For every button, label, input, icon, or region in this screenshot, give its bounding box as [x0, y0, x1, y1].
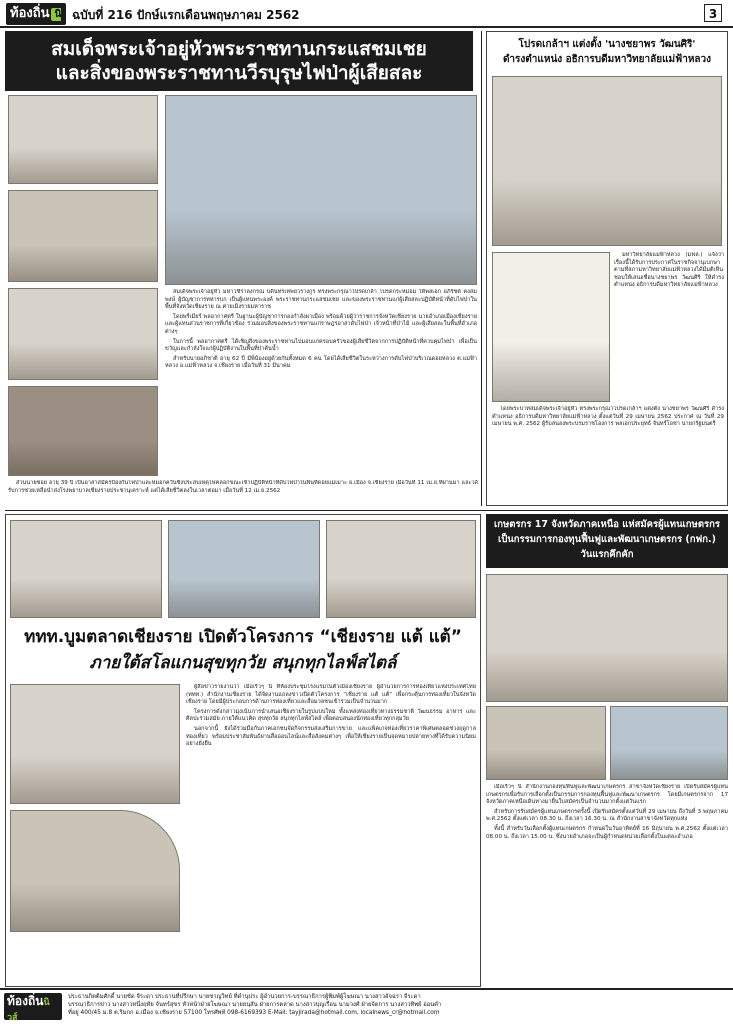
mid-headline-line-2: ภายใต้สโลแกนสุขทุกวัย สนุกทุกไลฟ์สไตล์ [89, 653, 397, 673]
mid-story-para-3: นอกจากนี้ ยังได้ร่วมมือกับภาคเอกชนจัดกิจกรรมส่งเสริมการขาย และแพ็คเกจท่องเที่ยวราคาพิเศษตลอดช่วงฤดูกาลท่องเที่ยว พร้อมประชาสัมพันธ์ผ่านสื่อออนไลน์และสื่อสังคมต่างๆ เพื่อให้เชียงรายเป็นจุดหมายปลายทางที่ได้รับความนิยมอย่างยั่งยืน [186, 725, 476, 748]
right-top-intro [614, 252, 724, 402]
issue-line: ฉบับที่ 216 ปักษ์แรกเดือนพฤษภาคม 2562 [72, 8, 300, 22]
right-top-headline-line-2: ดำรงตำแหน่ง อธิการบดีมหาวิทยาลัยแม่ฟ้าหลวง [502, 54, 712, 65]
top-story-para-5: ส่วนนายซอย อายุ 39 ปี เป็นอาสาสมัครป้องกันไฟป่าและหมอกควันซึ่งประสบเหตุไฟคลอกขณะเข้าปฏิบัติหน้าที่ดับไฟป่าในพื้นที่ดอยแม่เมาะ อ.เมือง จ.เชียงราย เมื่อวันที่ 11 เม.ย.ที่ผ่านมา และได้รับการช่วยเหลือนำส่งโรงพยาบาลเชียงรายประชานุเคราะห์ แต่ได้เสียชีวิตลงในเวลาต่อมา เมื่อวันที่ 12 เม.ย.2562 [8, 480, 478, 494]
top-story-para-2: โดยพรีเมียร์ พลอากาศตรี ในฐานะผู้บัญชาการกองกำลังผาเมือง พร้อมด้วยผู้ว่าราชการจังหวัดเชียงราย นายอำเภอเมืองเชียงราย และผู้แทนส่วนราชการที่เกี่ยวข้อง ร่วมมอบสิ่งของพระราชทานแก่ราษฎรอาสาดับไฟป่า เจ้าหน้าที่ป่าไม้ และผู้เสียสละในพื้นที่อำเภอต่างๆ [165, 313, 477, 335]
photo-hilltribe-group [8, 288, 158, 380]
right-bottom-headline-line-1: เกษตรกร 17 จังหวัดภาคเหนือ แห่สมัครผู้แทนเกษตรกร [494, 519, 720, 530]
mid-headline-line-1: ททท.บูมตลาดเชียงราย เปิดตัวโครงการ “เชียงราย แต้ แต้” [24, 627, 462, 647]
photo-farmer-registration-2 [610, 706, 728, 780]
footer-line-2: บรรณาธิการข่าว นางสาวหนึ่งฤทัย จันทร์สุขร หัวหน้าฝ่ายโฆษณา นายยนุสัน ฝ่ายการตลาด นางสาวบุญเรือน นามวงศ์ ฝ่ายจัดการ นางสาวทิพย์ อ่อนคำ [68, 1001, 442, 1008]
page-number: 3 [704, 4, 722, 22]
mid-story-headline [10, 624, 476, 680]
footer-logo [4, 993, 62, 1032]
column-divider [481, 31, 482, 506]
right-bottom-headline [486, 514, 728, 568]
right-top-headline [490, 37, 724, 71]
logo-main-text: ท้องถิ่น [10, 6, 50, 21]
right-top-intro-text: มหาวิทยาลัยแม่ฟ้าหลวง (มฟล.) แจ้งว่า เรื่องนี้ได้รับการประกาศในราชกิจจานุเบกษา ตามที่สภามหาวิทยาลัยแม่ฟ้าหลวงได้มีมติเห็นชอบให้เสนอชื่อนางชยาพร วัฒนศิริ ให้ดำรงตำแหน่ง อธิการบดีมหาวิทยาลัยแม่ฟ้าหลวง [614, 252, 724, 289]
photo-farmer-officials-group [486, 574, 728, 702]
top-story-closing [8, 480, 478, 504]
footer-logo-tag: Local News [7, 1025, 41, 1032]
section-divider [5, 510, 728, 511]
photo-university-president [492, 76, 722, 246]
right-bottom-headline-line-3: วันแรกคึกคัก [580, 549, 634, 560]
mid-story-para-2: โครงการดังกล่าวมุ่งเน้นการนำเสนอเชียงรายในรูปแบบใหม่ ทั้งแหล่งท่องเที่ยวทางธรรมชาติ วัฒนธรรม อาหาร และศิลปะร่วมสมัย ภายใต้แนวคิด สุขทุกวัย สนุกทุกไลฟ์สไตล์ เพื่อตอบสนองนักท่องเที่ยวทุกกลุ่มวัย [186, 708, 476, 723]
right-top-body-text: โดยพระบาทสมเด็จพระเจ้าอยู่หัว ทรงพระกรุณาโปรดเกล้าฯ แต่งตั้ง นางชยาพร วัฒนศิริ ดำรงตำแหน่ง อธิการบดีมหาวิทยาลัยแม่ฟ้าหลวง ตั้งแต่วันที่ 29 เมษายน 2562 ประกาศ ณ วันที่ 29 เมษายน พ.ศ. 2562 ผู้รับสนองพระบรมราชโองการ พลเอกประยุทธ์ จันทร์โอชา นายกรัฐมนตรี [492, 406, 724, 428]
top-headline-line-1: สมเด็จพระเจ้าอยู่หัวพระราชทานกระแสชมเชย [51, 38, 427, 60]
newspaper-logo [6, 3, 66, 25]
top-story-headline [5, 31, 473, 91]
top-headline-line-2: และสิ่งของพระราชทานวีรบุรุษไฟป่าผู้เสียสละ [55, 62, 423, 84]
photo-tat-elderly-activity [10, 810, 180, 932]
mid-story-para-1: ผู้สื่อข่าวรายงานว่า เมื่อเร็วๆ นี้ ที่ห้องประชุมโรงแรมในตัวเมืองเชียงราย ผู้อำนวยการการท่องเที่ยวแห่งประเทศไทย (ททท.) สำนักงานเชียงราย ได้จัดงานแถลงข่าวเปิดตัวโครงการ “เชียงราย แต้ แต้” เพื่อกระตุ้นการท่องเที่ยวในจังหวัดเชียงราย โดยมีผู้ประกอบการด้านการท่องเที่ยวและสื่อมวลชนเข้าร่วมเป็นจำนวนมาก [186, 684, 476, 706]
photo-tat-launch-3 [326, 520, 476, 618]
footer-line-3: ที่อยู่ 400/45 ม.8 ต.ริมกก อ.เมือง จ.เชียงราย 57100 โทรศัพท์ 098-6169393 E-Mail: tayjirada@hotmail.com, localnews_cr@hotmail.com [68, 1009, 440, 1016]
right-bottom-body [486, 784, 728, 984]
mid-story-body [186, 684, 476, 982]
photo-farmer-registration-1 [486, 706, 606, 780]
right-top-body [492, 406, 724, 502]
photo-award-ceremony-1 [8, 95, 158, 184]
footer-credits [68, 994, 728, 1022]
photo-volunteers-group [8, 386, 158, 476]
right-bottom-para-3: ทั้งนี้ สำหรับวันเลือกตั้งผู้แทนเกษตรกร กำหนดในวันอาทิตย์ที่ 16 มิถุนายน พ.ศ.2562 ตั้งแต่เวลา 08.00 น. ถึงเวลา 15.00 น. ซึ่งนายอำเภอจะเป็นผู้กำหนดหน่วยเลือกตั้งในแต่ละอำเภอ [486, 825, 728, 840]
right-bottom-headline-line-2: เป็นกรรมการกองทุนฟื้นฟูและพัฒนาเกษตรกร (กฟก.) [498, 534, 716, 545]
right-bottom-para-1: เมื่อเร็วๆ นี้ สำนักงานกองทุนฟื้นฟูและพัฒนาเกษตรกร สาขาจังหวัดเชียงราย เปิดรับสมัครผู้แทนเกษตรกรเพื่อรับการเลือกตั้งเป็นกรรมการกองทุนฟื้นฟูและพัฒนาเกษตรกร โดยมีเกษตรกรจาก 17 จังหวัดภาคเหนือเดินทางมายื่นใบสมัครเป็นจำนวนมากตั้งแต่วันแรก [486, 784, 728, 806]
photo-royal-gazette-document [492, 252, 610, 402]
photo-tat-launch-1 [10, 520, 162, 618]
right-bottom-para-2: สำหรับการรับสมัครผู้แทนเกษตรกรครั้งนี้ เปิดรับสมัครตั้งแต่วันที่ 29 เมษายน ถึงวันที่ 3 พฤษภาคม พ.ศ.2562 ตั้งแต่เวลา 08.30 น. ถึงเวลา 16.30 น. ณ สำนักงานสาขาจังหวัดทุกแห่ง [486, 808, 728, 823]
footer-divider [0, 988, 733, 990]
top-story-para-3: ในการนี้ พลอากาศตรี ได้เชิญสิ่งของพระราชทานไปมอบแก่ครอบครัวของผู้เสียชีวิตจากการปฏิบัติหน้าที่ควบคุมไฟป่า เพื่อเป็นขวัญและกำลังใจแก่ผู้ปฏิบัติงานในพื้นที่ป่าต้นน้ำ [165, 338, 477, 353]
right-top-headline-line-1: โปรดเกล้าฯ แต่งตั้ง 'นางชยาพร วัฒนศิริ' [518, 39, 696, 50]
footer-logo-main: ท้องถิ่น [7, 994, 44, 1008]
footer-logo-sub: นิวส์ [7, 998, 50, 1023]
top-story-para-1: สมเด็จพระเจ้าอยู่หัว มหาวชิราลงกรณ บดินทรเทพยวรางกูร ทรงพระกรุณาโปรดเกล้า โปรดกระหม่อม ให้พลเอก อภิรัชต์ คงสมพงษ์ ผู้บัญชาการทหารบก เป็นผู้แทนพระองค์ พระราชทานกระแสชมเชย และของพระราชทานแก่ผู้เสียสละปฏิบัติหน้าที่ดับไฟป่าในพื้นที่จังหวัดเชียงราย ณ ค่ายเม็งรายมหาราช [165, 289, 477, 311]
top-story-body [165, 289, 477, 476]
logo-sub-text: นิ [10, 8, 61, 44]
top-story-para-4: สำหรับนายอภิชาติ อายุ 62 ปี มีพี่น้องอยู่ด้วยกันทั้งหมด 6 คน โดยได้เสียชีวิตในระหว่างการดับไฟป่าบริเวณดอยหลวง ต.แม่ฟ้าหลวง อ.แม่ฟ้าหลวง จ.เชียงราย เมื่อวันที่ 31 มีนาคม [165, 355, 477, 370]
photo-award-ceremony-2 [8, 190, 158, 282]
footer-line-1: ประธานกิตติมศักดิ์ นายชัด จีระดา ประธานที่ปรึกษา นายชาญวิทย์ ที่ดำนุประ ผู้อำนวยการ-บรรณาธิการผู้พิมพ์ผู้โฆษณา นางสาวอัจฉรา จีระดา [68, 994, 421, 1000]
photo-tat-launch-2 [168, 520, 320, 618]
photo-main-ceremony [165, 95, 477, 285]
photo-tat-group [10, 684, 180, 804]
